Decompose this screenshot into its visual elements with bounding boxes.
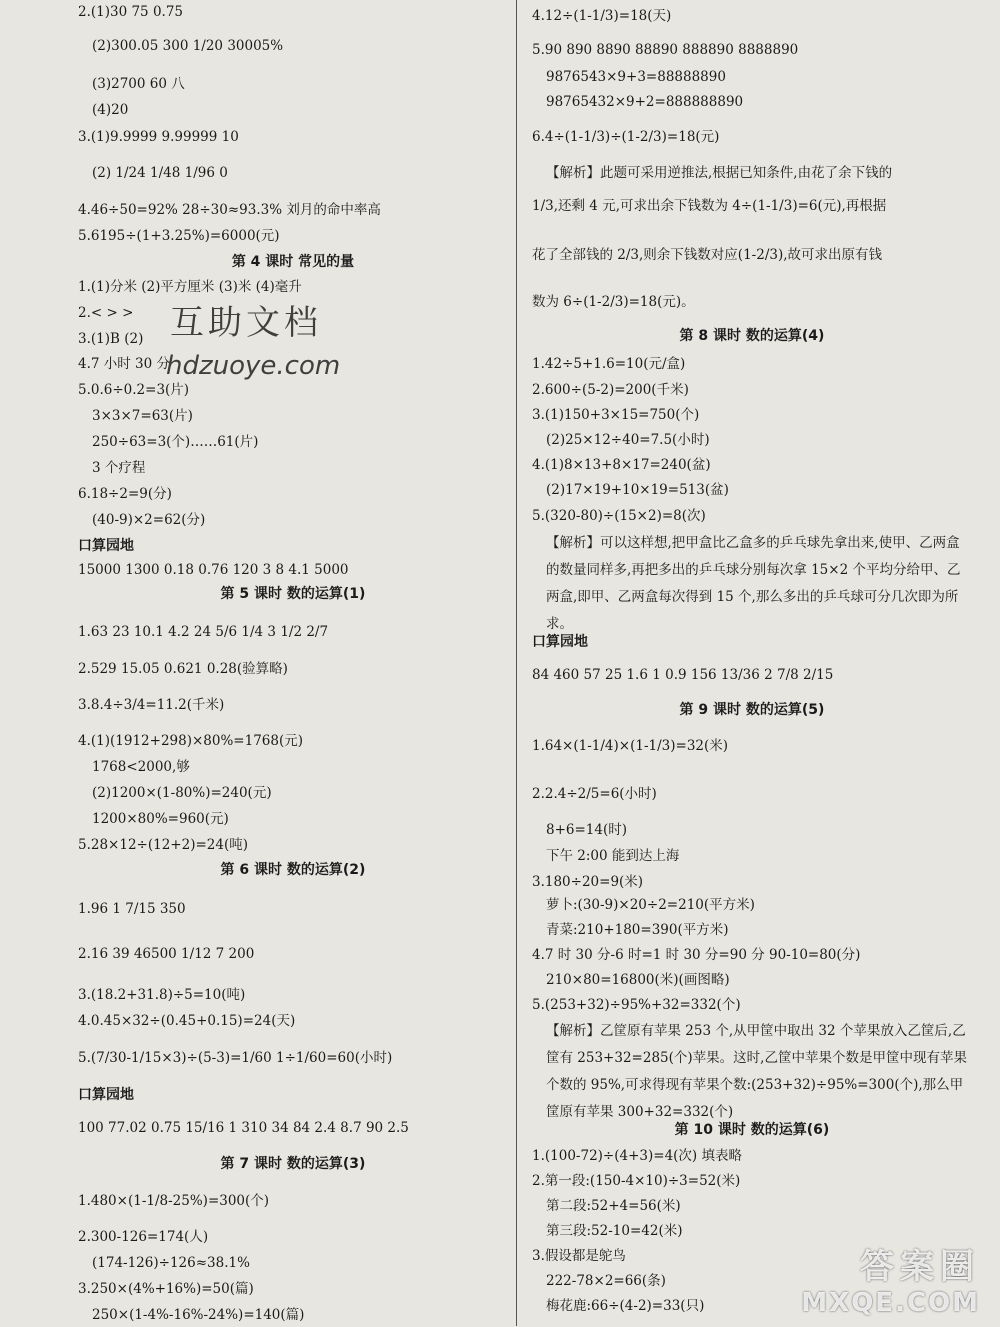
answer-line: 2.16 39 46500 1/12 7 200: [78, 946, 255, 962]
answer-line: 250×(1-4%-16%-24%)=140(篇): [92, 1307, 305, 1323]
answer-line: 3.假设都是鸵鸟: [532, 1248, 626, 1264]
answer-line: 青菜:210+180=390(平方米): [546, 922, 729, 938]
lesson-heading: 第 6 课时 数的运算(2): [220, 862, 366, 878]
answer-line: 5.90 890 8890 88890 888890 8888890: [532, 42, 799, 58]
answer-line: 1768<2000,够: [92, 759, 190, 775]
answer-line: 4.7 小时 30 分: [78, 356, 171, 372]
answer-line: 6.18÷2=9(分): [78, 486, 172, 502]
answer-line: 2.2.4÷2/5=6(小时): [532, 786, 657, 802]
lesson-heading: 第 9 课时 数的运算(5): [679, 702, 825, 718]
answer-line: 4.(1)(1912+298)×80%=1768(元): [78, 733, 303, 749]
answer-line: 3×3×7=63(片): [92, 408, 193, 424]
answer-line: (4)20: [92, 102, 129, 118]
answer-line: (3)2700 60 八: [92, 76, 185, 92]
answer-line: 98765432×9+2=888888890: [546, 94, 744, 110]
handwritten-stamp: [160, 295, 380, 395]
answer-line: 2.300-126=174(人): [78, 1229, 209, 1245]
answer-line: 5.(320-80)÷(15×2)=8(次): [532, 508, 706, 524]
section-heading: 口算园地: [78, 1087, 134, 1103]
stamp-line-2: hdzuoye.com: [166, 351, 341, 381]
stamp-line-1: 互助文档: [170, 303, 322, 343]
answer-line: 3.180÷20=9(米): [532, 874, 644, 890]
answer-line: 下午 2:00 能到达上海: [546, 848, 680, 864]
lesson-heading: 第 7 课时 数的运算(3): [220, 1156, 366, 1172]
lesson-heading: 第 4 课时 常见的量: [231, 254, 355, 270]
answer-line: 【解析】此题可采用逆推法,根据已知条件,由花了余下钱的: [546, 165, 893, 181]
answer-line: 84 460 57 25 1.6 1 0.9 156 13/36 2 7/8 2/15: [532, 667, 834, 683]
answer-line: 1.96 1 7/15 350: [78, 901, 186, 917]
lesson-heading: 第 5 课时 数的运算(1): [220, 586, 366, 602]
column-divider: [516, 0, 517, 1326]
answer-line: 3 个疗程: [92, 460, 146, 476]
answer-line: 1/3,还剩 4 元,可求出余下钱数为 4÷(1-1/3)=6(元),再根据: [532, 198, 887, 214]
answer-line: 1.480×(1-1/8-25%)=300(个): [78, 1193, 270, 1209]
answer-line: 第三段:52-10=42(米): [546, 1223, 683, 1239]
answer-line: 3.(18.2+31.8)÷5=10(吨): [78, 987, 246, 1003]
answer-line: 1.64×(1-1/4)×(1-1/3)=32(米): [532, 738, 729, 754]
answer-line: 5.(7/30-1/15×3)÷(5-3)=1/60 1÷1/60=60(小时): [78, 1050, 393, 1066]
section-heading: 口算园地: [532, 634, 588, 650]
answer-line: 梅花鹿:66÷(4-2)=33(只): [546, 1298, 705, 1314]
answer-line: 5.0.6÷0.2=3(片): [78, 382, 190, 398]
answer-line: 9876543×9+3=88888890: [546, 69, 726, 85]
answer-line: 1.42÷5+1.6=10(元/盒): [532, 356, 686, 372]
answer-line: 6.4÷(1-1/3)÷(1-2/3)=18(元): [532, 129, 720, 145]
answer-line: (2)300.05 300 1/20 30005%: [92, 38, 284, 54]
answer-line: (40-9)×2=62(分): [92, 512, 206, 528]
answer-line: 2.600÷(5-2)=200(千米): [532, 382, 689, 398]
answer-line: 1.(100-72)÷(4+3)=4(次) 填表略: [532, 1148, 742, 1164]
answer-line: 【解析】可以这样想,把甲盒比乙盒多的乒乓球先拿出来,使甲、乙两盒的数量同样多,再把多出的乒乓球分别每次拿 15×2 个平均分给甲、乙两盒,即甲、乙两盒每次得到 15 个,那么多出的乒乓球可分几次即为所求。: [546, 535, 961, 632]
answer-line: 【解析】乙筐原有苹果 253 个,从甲筐中取出 32 个苹果放入乙筐后,乙筐有 253+32=285(个)苹果。这时,乙筐中苹果个数是甲筐中现有苹果个数的 95%,可求得现有苹果个数:(253+32)÷95%=300(个),那么甲筐原有苹果 300+32=332(个): [546, 1023, 967, 1120]
answer-line: (2)1200×(1-80%)=240(元): [92, 785, 272, 801]
answer-line: 1.(1)分米 (2)平方厘米 (3)米 (4)毫升: [78, 279, 302, 295]
answer-line: 5.28×12÷(12+2)=24(吨): [78, 837, 248, 853]
answer-line: 5.6195÷(1+3.25%)=6000(元): [78, 228, 280, 244]
lesson-heading: 第 8 课时 数的运算(4): [679, 328, 825, 344]
answer-line: 250÷63=3(个)……61(片): [92, 434, 259, 450]
lesson-heading: 第 10 课时 数的运算(6): [674, 1122, 830, 1138]
answer-line: 3.8.4÷3/4=11.2(千米): [78, 697, 225, 713]
answer-line: 1200×80%=960(元): [92, 811, 229, 827]
answer-line: (2)25×12÷40=7.5(小时): [546, 432, 710, 448]
watermark-logo: [801, 1239, 980, 1318]
answer-line: 3.(1)B (2): [78, 331, 144, 347]
watermark-line-1: 答案圈: [860, 1247, 980, 1287]
answer-line: 222-78×2=66(条): [546, 1273, 666, 1289]
answer-line: 4.7 时 30 分-6 时=1 时 30 分=90 分 90-10=80(分): [532, 947, 861, 963]
answer-line: 2.529 15.05 0.621 0.28(验算略): [78, 661, 288, 677]
answer-line: 2.< > >: [78, 305, 134, 321]
answer-line: 15000 1300 0.18 0.76 120 3 8 4.1 5000: [78, 562, 349, 578]
answer-line: 4.12÷(1-1/3)=18(天): [532, 8, 672, 24]
answer-line: 3.(1)150+3×15=750(个): [532, 407, 700, 423]
answer-line: (2)17×19+10×19=513(盆): [546, 482, 729, 498]
answer-line: 1.63 23 10.1 4.2 24 5/6 1/4 3 1/2 2/7: [78, 624, 329, 640]
answer-line: 第二段:52+4=56(米): [546, 1198, 681, 1214]
answer-line: 4.(1)8×13+8×17=240(盆): [532, 457, 711, 473]
answer-line: 4.46÷50=92% 28÷30≈93.3% 刘月的命中率高: [78, 202, 381, 218]
answer-line: 3.(1)9.9999 9.99999 10: [78, 129, 239, 145]
answer-line: 萝卜:(30-9)×20÷2=210(平方米): [546, 897, 755, 913]
answer-line: 2.(1)30 75 0.75: [78, 4, 184, 20]
answer-line: (2) 1/24 1/48 1/96 0: [92, 165, 228, 181]
answer-line: 数为 6÷(1-2/3)=18(元)。: [532, 294, 695, 310]
answer-line: (174-126)÷126≈38.1%: [92, 1255, 250, 1271]
answer-line: 210×80=16800(米)(画图略): [546, 972, 730, 988]
answer-line: 2.第一段:(150-4×10)÷3=52(米): [532, 1173, 741, 1189]
answer-line: 4.0.45×32÷(0.45+0.15)=24(天): [78, 1013, 296, 1029]
answer-line: 5.(253+32)÷95%+32=332(个): [532, 997, 741, 1013]
answer-line: 100 77.02 0.75 15/16 1 310 34 84 2.4 8.7 90 2.5: [78, 1120, 409, 1136]
answer-line: 8+6=14(时): [546, 822, 628, 838]
section-heading: 口算园地: [78, 538, 134, 554]
watermark-line-2: MXQE.COM: [801, 1288, 980, 1318]
answer-line: 花了全部钱的 2/3,则余下钱数对应(1-2/3),故可求出原有钱: [532, 247, 883, 263]
answer-line: 3.250×(4%+16%)=50(篇): [78, 1281, 254, 1297]
